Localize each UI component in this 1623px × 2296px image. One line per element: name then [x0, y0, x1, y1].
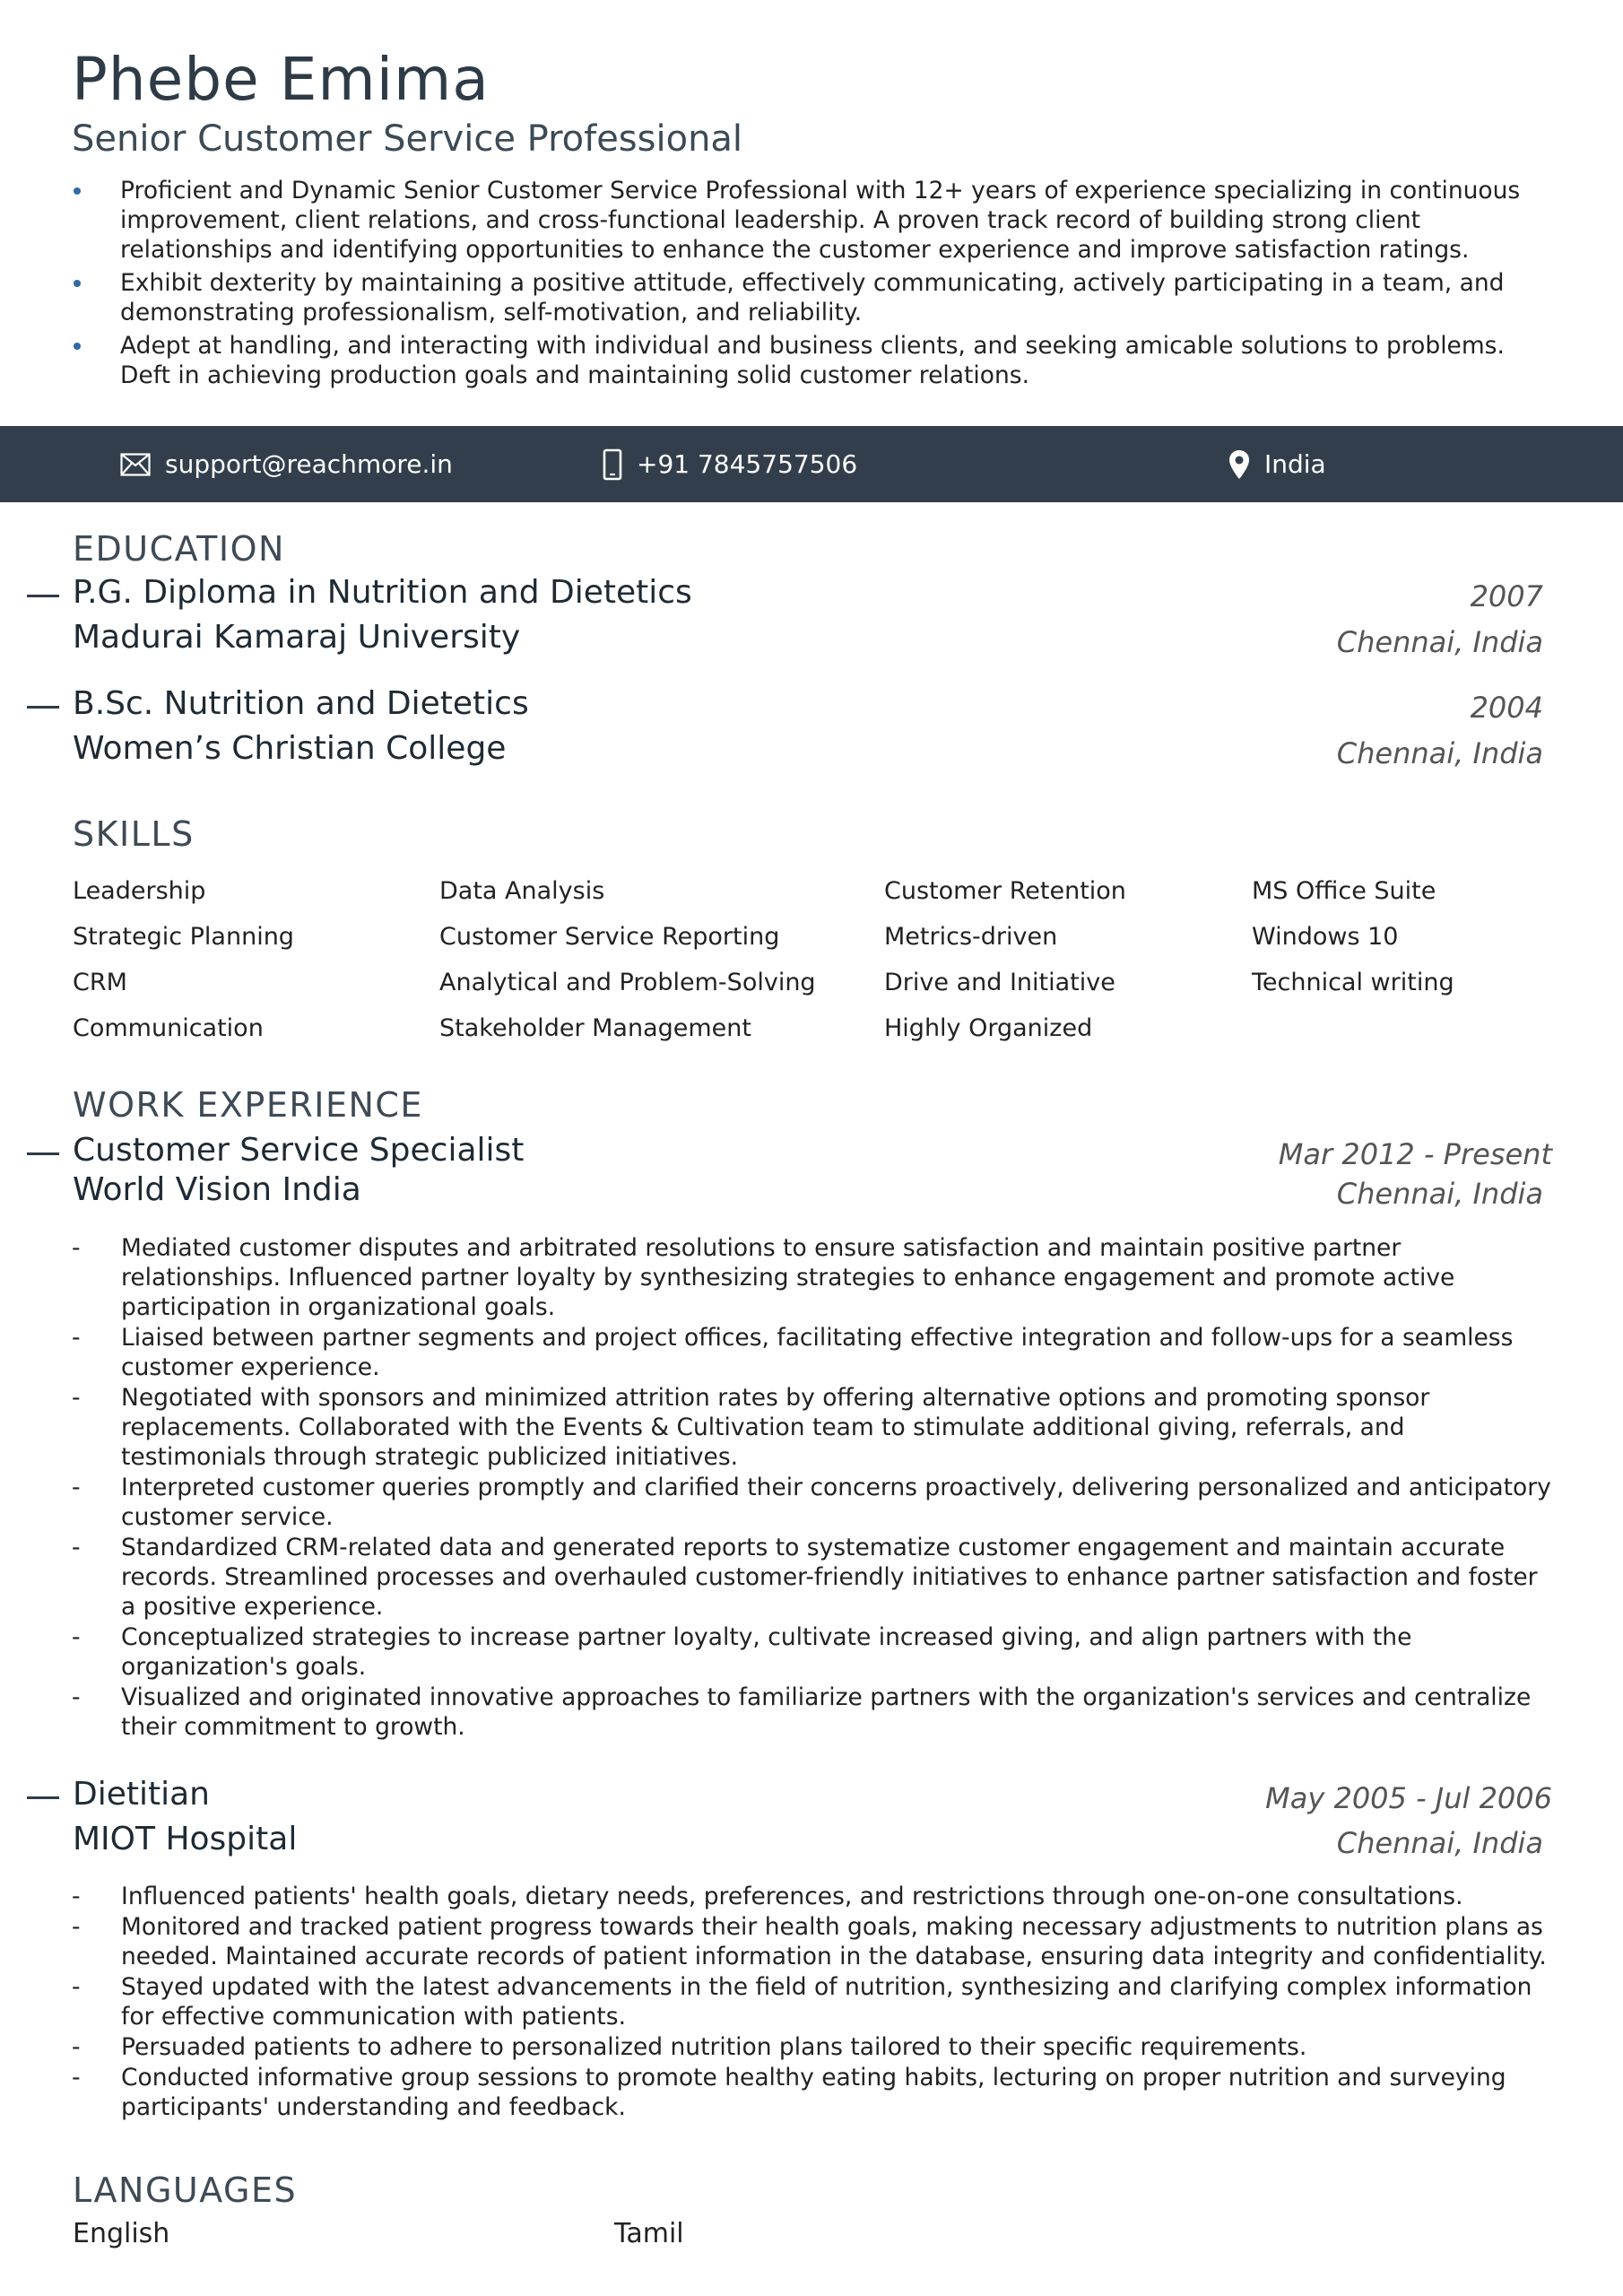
entry-dash: [27, 1796, 59, 1799]
education-location: Chennai, India: [1336, 736, 1543, 770]
contact-phone[interactable]: [603, 426, 857, 502]
job-title: Customer Service Specialist: [73, 1132, 525, 1169]
job-bullet: - Mediated customer disputes and arbitrated resolutions to ensure satisfaction and maintain positive partner relationships. Influenced partner loyalty by synthesizing strategies to enhance engagement and promote active participation in organizational goals.: [72, 1234, 1455, 1321]
job-bullet: - Conceptualized strategies to increase partner loyalty, cultivate increased giving, and align partners with the organization's goals.: [72, 1623, 1412, 1681]
contact-email[interactable]: [120, 426, 453, 502]
education-heading: EDUCATION: [73, 529, 285, 569]
education-year: 2004: [1470, 691, 1543, 725]
job-bullet: - Visualized and originated innovative approaches to familiarize partners with the organization's services and centralize their commitment to growth.: [72, 1683, 1532, 1741]
summary-item: Adept at handling, and interacting with individual and business clients, and seeking amicable solutions to problems. Deft in achieving production goals and maintaining solid customer relations.: [72, 331, 1551, 390]
languages-heading: LANGUAGES: [73, 2170, 298, 2210]
entry-dash: [27, 1152, 59, 1155]
skill-item: Metrics-driven: [884, 923, 1058, 951]
email-text[interactable]: support@reachmore.in: [165, 449, 453, 479]
skill-item: Communication: [73, 1014, 264, 1042]
bullet-dot-icon: [74, 343, 81, 350]
job-bullet: - Negotiated with sponsors and minimized attrition rates by offering alternative options and promoting sponsor replacements. Collaborated with the Events & Cultivation team to stimulate additional giving, referrals, and testimonials through strategic publicized initiatives.: [72, 1384, 1430, 1471]
education-school: Madurai Kamaraj University: [73, 619, 521, 656]
skill-item: Customer Service Reporting: [439, 923, 780, 951]
phone-text[interactable]: +91 7845757506: [637, 449, 858, 479]
skill-item: Data Analysis: [439, 877, 605, 905]
summary-item: Proficient and Dynamic Senior Customer Service Professional with 12+ years of experience specializing in continuous improvement, client relations, and cross-functional leadership. A proven track record of building strong client relationships and identifying opportunities to enhance the customer experience and improve satisfaction ratings.: [72, 176, 1551, 265]
job-company: World Vision India: [73, 1171, 361, 1208]
entry-dash: [27, 595, 59, 597]
skill-item: Windows 10: [1252, 923, 1399, 951]
skill-item: Highly Organized: [884, 1014, 1093, 1042]
job-dates: May 2005 - Jul 2006: [1265, 1781, 1552, 1815]
skill-item: Customer Retention: [884, 877, 1126, 905]
job-location: Chennai, India: [1336, 1826, 1543, 1860]
skill-item: Analytical and Problem-Solving: [439, 969, 816, 996]
skill-item: MS Office Suite: [1252, 877, 1436, 905]
education-location: Chennai, India: [1336, 625, 1543, 659]
envelope-icon: [120, 453, 151, 476]
summary-list: [72, 176, 1551, 394]
job-bullet: - Persuaded patients to adhere to personalized nutrition plans tailored to their specific requirements.: [72, 2033, 1307, 2061]
job-bullet: - Interpreted customer queries promptly and clarified their concerns proactively, delivering personalized and anticipatory customer service.: [72, 1474, 1551, 1531]
language-item: Tamil: [614, 2218, 684, 2249]
job-bullet: - Influenced patients' health goals, dietary needs, preferences, and restrictions through one-on-one consultations.: [72, 1883, 1463, 1910]
summary-item: Exhibit dexterity by maintaining a positive attitude, effectively communicating, actively participating in a team, and demonstrating professionalism, self-motivation, and reliability.: [72, 268, 1551, 327]
map-pin-icon: [1228, 449, 1250, 480]
candidate-title: Senior Customer Service Professional: [72, 118, 743, 160]
job-location: Chennai, India: [1336, 1177, 1543, 1211]
experience-heading: WORK EXPERIENCE: [73, 1085, 423, 1125]
job-bullet: - Conducted informative group sessions to promote healthy eating habits, lecturing on proper nutrition and surveying participants' understanding and feedback.: [72, 2064, 1506, 2121]
language-item: English: [73, 2218, 170, 2249]
entry-dash: [27, 706, 59, 709]
job-bullet: - Monitored and tracked patient progress towards their health goals, making necessary adjustments to nutrition plans as needed. Maintained accurate records of patient information in the database, ensuring data integrity and confidentiality.: [72, 1913, 1547, 1970]
education-year: 2007: [1470, 579, 1543, 613]
bullet-dot-icon: [74, 187, 81, 195]
skills-heading: SKILLS: [73, 814, 195, 854]
skill-item: Drive and Initiative: [884, 969, 1115, 996]
contact-bar: [0, 426, 1623, 502]
candidate-name: Phebe Emima: [72, 45, 490, 114]
skill-item: CRM: [73, 969, 127, 996]
job-bullets: [72, 1882, 1551, 2123]
job-dates: Mar 2012 - Present: [1278, 1137, 1552, 1171]
job-bullet: - Liaised between partner segments and project offices, facilitating effective integration and follow-ups for a seamless customer experience.: [72, 1324, 1514, 1381]
skill-item: Stakeholder Management: [439, 1014, 751, 1042]
job-company: MIOT Hospital: [73, 1821, 298, 1857]
education-degree: P.G. Diploma in Nutrition and Dietetics: [73, 574, 692, 611]
education-school: Women’s Christian College: [73, 730, 507, 767]
education-degree: B.Sc. Nutrition and Dietetics: [73, 685, 529, 722]
skill-item: Leadership: [73, 877, 206, 905]
location-text: India: [1264, 449, 1326, 479]
job-bullet: - Stayed updated with the latest advancements in the field of nutrition, synthesizing and clarifying complex information for effective communication with patients.: [72, 1973, 1532, 2031]
mobile-phone-icon: [603, 448, 622, 481]
bullet-dot-icon: [74, 280, 81, 287]
job-bullet: - Standardized CRM-related data and generated reports to systematize customer engagement and maintain accurate records. Streamlined processes and overhauled customer-friendly initiatives to enhance partner satisfaction and foster a positive experience.: [72, 1534, 1538, 1621]
job-bullets: [72, 1233, 1551, 1743]
skill-item: Technical writing: [1252, 969, 1454, 996]
skill-item: Strategic Planning: [73, 923, 294, 951]
job-title: Dietitian: [73, 1776, 210, 1813]
contact-location: [1228, 426, 1326, 502]
